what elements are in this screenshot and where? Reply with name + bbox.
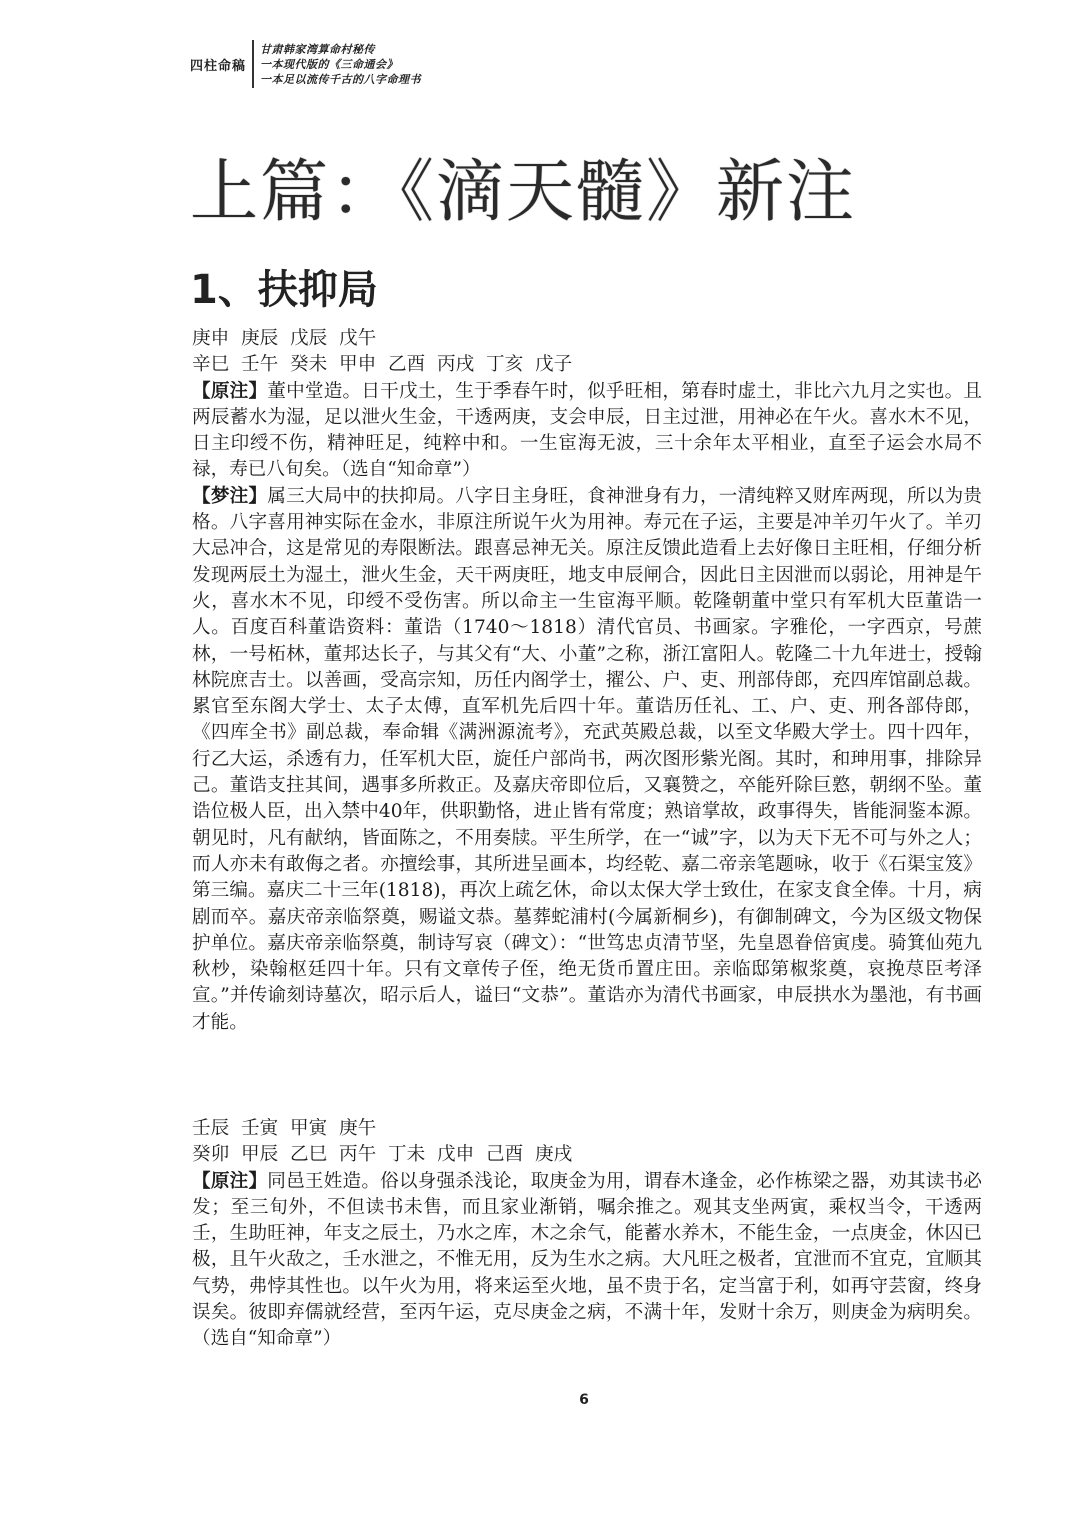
note-text: 属三大局中的扶抑局。八字日主身旺，食神泄身有力，一清纯粹又财库两现，所以为贵格。八字喜用神实际在金水，非原注所说午火为用神。寿元在子运，主要是冲羊刃午火了。羊刃大忌冲合，这是常见的寿限断法。跟喜忌神无关。原注反馈此造看上去好像日主旺相，仔细分析发现两辰土为湿土，泄火生金，天干两庚旺，地支申辰闸合，因此日主因泄而以弱论，用神是午火，喜水木不见，印绶不受伤害。所以命主一生宦海平顺。乾隆朝董中堂只有军机大臣董诰一人。百度百科董诰资料：董诰（1740～1818）清代官员、书画家。字雅伦，一字西京，号蔗林，一号柘林，董邦达长子，与其父有“大、小董”之称，浙江富阳人。乾隆二十九年进士，授翰林院庶吉士。以善画，受高宗知，历任内阁学士，擢公、户、吏、刑部侍郎，充四库馆副总裁。累官至东阁大学士、太子太傅，直军机先后四十年。董诰历任礼、工、户、吏、刑各部侍郎，《四库全书》副总裁，奉命辑《满洲源流考》，充武英殿总裁，以至文华殿大学士。四十四年，行乙大运，杀透有力，任军机大臣，旋任户部尚书，两次图形紫光阁。其时，和珅用事，排除异己。董诰支拄其间，遇事多所救正。及嘉庆帝即位后，又襄赞之，卒能歼除巨憝，朝纲不坠。董诰位极人臣，出入禁中40年，供职勤恪，进止皆有常度；熟谙掌故，政事得失，皆能洞鉴本源。朝见时，凡有献纳，皆面陈之，不用奏牍。平生所学，在一“诚”字，以为天下无不可与外之人；而人亦未有敢侮之者。亦擅绘事，其所进呈画本，均经乾、嘉二帝亲笔题咏，收于《石渠宝笈》第三编。嘉庆二十三年(1818)，再次上疏乞休，命以太保大学士致仕，在家支食全俸。十月，病剧而卒。嘉庆帝亲临祭奠，赐谥文恭。墓葬蛇浦村(今属新桐乡)，有御制碑文，今为区级文物保护单位。嘉庆帝亲临祭奠，制诗写哀（碑文）：“世笃忠贞清节坚，先皇恩眷倍寅虔。骑箕仙苑九秋杪，染翰枢廷四十年。只有文章传子侄，绝无货币置庄田。亲临邸第椒浆奠，哀挽荩臣考泽宣。”并传谕刻诗墓次，昭示后人，谥曰“文恭”。董诰亦为清代书画家，申辰拱水为墨池，有书画才能。	[192, 485, 982, 1033]
note-text: 董中堂造。日干戊土，生于季春午时，似乎旺相，第春时虚土，非比六九月之实也。且两辰蓄水为湿，足以泄火生金，干透两庚，支会申辰，日主过泄，用神必在午火。喜水木不见，日主印绶不伤，精神旺足，纯粹中和。一生宦海无波，三十余年太平相业，直至子运会水局不禄，寿已八旬矣。（选自“知命章”）	[192, 380, 982, 481]
meng-note	[192, 484, 982, 1036]
original-note	[192, 379, 982, 484]
note-tag: 【原注】	[192, 380, 268, 402]
header-line: 甘肃韩家湾算命村秘传	[260, 42, 376, 56]
header-line: 一本足以流传千古的八字命理书	[260, 72, 422, 86]
header-lines	[260, 42, 421, 87]
header-brand: 四柱命稿	[190, 58, 247, 74]
four-pillars: 壬辰 壬寅 甲寅 庚午	[192, 1118, 377, 1139]
luck-pillars: 辛巳 壬午 癸未 甲申 乙酉 丙戌 丁亥 戊子	[192, 354, 573, 376]
luck-pillars: 癸卯 甲辰 乙巳 丙午 丁未 戊申 己酉 庚戌	[192, 1144, 573, 1166]
note-tag: 【梦注】	[192, 485, 268, 507]
case-block	[192, 1116, 982, 1353]
note-tag: 【原注】	[192, 1170, 268, 1192]
page-title: 上篇：《滴天髓》新注	[190, 153, 857, 232]
four-pillars: 庚申 庚辰 戊辰 戊午	[192, 328, 377, 349]
page-number: 6	[579, 1392, 589, 1408]
running-header	[190, 40, 421, 88]
header-line: 一本现代版的《三命通会》	[260, 57, 399, 71]
section-title: 1、扶抑局	[190, 267, 378, 313]
case-block	[192, 326, 982, 1036]
note-text: 同邑王姓造。俗以身强杀浅论，取庚金为用，谓春木逢金，必作栋梁之器，劝其读书必发；至三旬外，不但读书未售，而且家业渐销，嘱余推之。观其支坐两寅，乘权当令，干透两壬，生助旺神，年支之辰土，乃水之库，木之余气，能蓄水养木，不能生金，一点庚金，休囚已极，且午火敌之，壬水泄之，不惟无用，反为生水之病。大凡旺之极者，宜泄而不宜克，宜顺其气势，弗悖其性也。以午火为用，将来运至火地，虽不贵于名，定当富于利，如再守芸窗，终身误矣。彼即弃儒就经营，至丙午运，克尽庚金之病，不满十年，发财十余万，则庚金为病明矣。（选自“知命章”）	[192, 1170, 982, 1350]
original-note	[192, 1169, 982, 1353]
header-divider	[252, 40, 254, 88]
